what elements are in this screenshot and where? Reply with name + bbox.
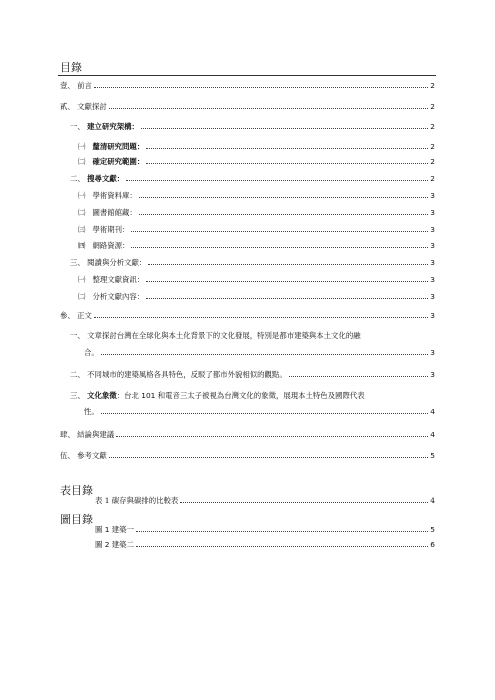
toc-entry[interactable]: ㈠ 學術資料庫： 3 — [78, 191, 435, 200]
toc-title-rule — [58, 75, 436, 76]
toc-entry[interactable]: 二、 搜尋文獻： 2 — [70, 174, 435, 183]
figures-title: 圖目錄 — [60, 513, 93, 526]
toc-entry[interactable]: ㈢ 學術期刊： 3 — [78, 225, 435, 234]
toc-entry[interactable]: 二、 不同城市的建築風格各具特色，反駁了都市外貌相似的觀點。 3 — [70, 370, 435, 379]
toc-entry[interactable]: 伍、 參考文獻 5 — [60, 451, 435, 460]
toc-entry[interactable]: 參、 正文 3 — [60, 311, 435, 320]
toc-title: 目錄 — [60, 61, 82, 74]
toc-entry[interactable]: 貳、 文獻探討 2 — [60, 102, 435, 111]
figure-entry[interactable]: 圖 1 建築一 5 — [95, 525, 435, 534]
toc-entry[interactable]: 三、 閱讀與分析文獻： 3 — [70, 258, 435, 267]
toc-entry[interactable]: 一、 建立研究架構： 2 — [70, 122, 435, 131]
toc-entry-line1[interactable]: 三、 文化象徵：台北 101 和電音三太子被視為台灣文化的象徵，展現本土特色及國際代表 — [70, 391, 365, 400]
figure-entry[interactable]: 圖 2 建築二 6 — [95, 540, 435, 549]
toc-entry[interactable]: ㈠ 整理文獻資訊： 3 — [78, 275, 435, 284]
toc-entry[interactable]: 合。 3 — [84, 348, 435, 357]
tables-title: 表目錄 — [60, 484, 93, 497]
toc-entry[interactable]: ㈠ 釐清研究問題： 2 — [78, 142, 435, 151]
table-entry[interactable]: 表 1 碳存與碳排的比較表 4 — [95, 496, 435, 505]
toc-entry[interactable]: 性。 4 — [84, 407, 435, 416]
toc-entry[interactable]: ㈡ 分析文獻內容： 3 — [78, 292, 435, 301]
toc-entry-line1[interactable]: 一、 文章探討台灣在全球化與本土化背景下的文化發展，特別是都市建築與本土文化的融 — [70, 331, 361, 340]
toc-entry[interactable]: ㈡ 確定研究範圍： 2 — [78, 157, 435, 166]
toc-entry[interactable]: 壹、 前言 2 — [60, 81, 435, 90]
toc-entry[interactable]: ㈣ 網路資源： 3 — [78, 241, 435, 250]
toc-entry[interactable]: ㈡ 圖書館館藏： 3 — [78, 208, 435, 217]
toc-entry[interactable]: 肆、 結論與建議 4 — [60, 430, 435, 439]
